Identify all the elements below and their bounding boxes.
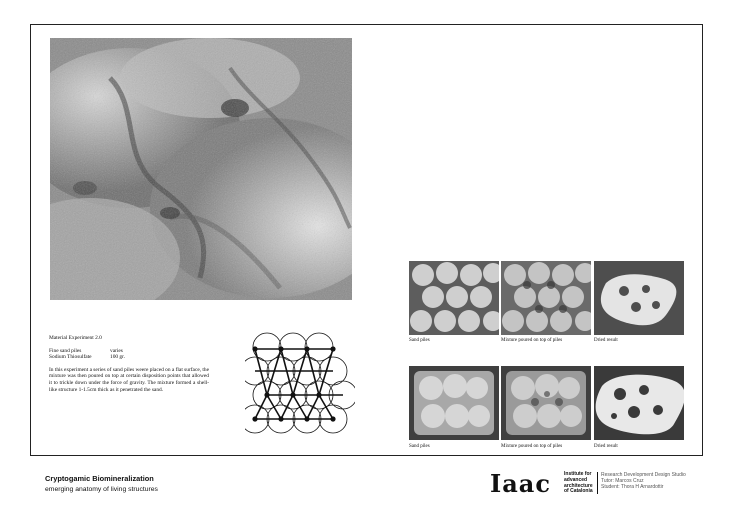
institute-line: Institute for <box>564 471 592 477</box>
experiment-title: Material Experiment 2.0 <box>49 335 102 341</box>
spec-material: Fine sand piles <box>49 347 82 354</box>
credit-line: Student: Thora H Arnardottir <box>601 484 664 491</box>
institute-name <box>564 472 593 495</box>
thumb-mixture-poured-2 <box>501 366 591 440</box>
institute-line: advanced <box>564 476 588 483</box>
experiment-description: In this experiment a series of sand piles weere placed on a flat surface, the mixture was then poured on top at certain disposition points that allowed it to trickle down under the force of gravity. The mixture formed a shell-like structure 1-1.5cm thick as it penetrated the sand. <box>49 366 210 393</box>
thumb-caption: Dried result <box>594 338 618 343</box>
footer <box>0 460 730 516</box>
institute-line: of Catalonia <box>564 488 593 495</box>
thumb-caption: Mixture poured on top of piles <box>501 338 563 343</box>
iaac-logo-text: Iaac <box>490 469 551 498</box>
thumb-dried-result-1 <box>594 261 684 335</box>
spec-material: Sodium Thiosulfate <box>49 354 92 361</box>
thumb-caption: Mixture poured on top of piles <box>501 444 563 449</box>
credit-line: Tutor: Marcos Cruz <box>601 478 644 485</box>
thumb-dried-result-2 <box>594 366 684 440</box>
pile-disposition-diagram <box>245 325 355 435</box>
thumb-caption: Sand piles <box>409 444 430 449</box>
credit-line: Research Development Design Studio <box>601 472 686 478</box>
spec-amount: varies <box>110 347 123 354</box>
project-title: Cryptogamic Biomineralization <box>45 474 154 483</box>
thumb-caption: Dried result <box>594 444 618 449</box>
experiment-caption <box>49 335 209 393</box>
institute-line: architecture <box>564 482 593 489</box>
spec-row <box>49 354 209 361</box>
thumb-sand-piles-2 <box>409 366 499 440</box>
thumb-mixture-poured-1 <box>501 261 591 335</box>
thumb-caption: Sand piles <box>409 338 430 343</box>
main-photo <box>50 38 352 300</box>
spec-amount: 100 gr. <box>110 354 125 361</box>
divider <box>597 472 598 494</box>
iaac-logo <box>490 470 556 498</box>
project-subtitle: emerging anatomy of living structures <box>45 486 158 493</box>
thumb-sand-piles-1 <box>409 261 499 335</box>
credits <box>601 472 686 491</box>
